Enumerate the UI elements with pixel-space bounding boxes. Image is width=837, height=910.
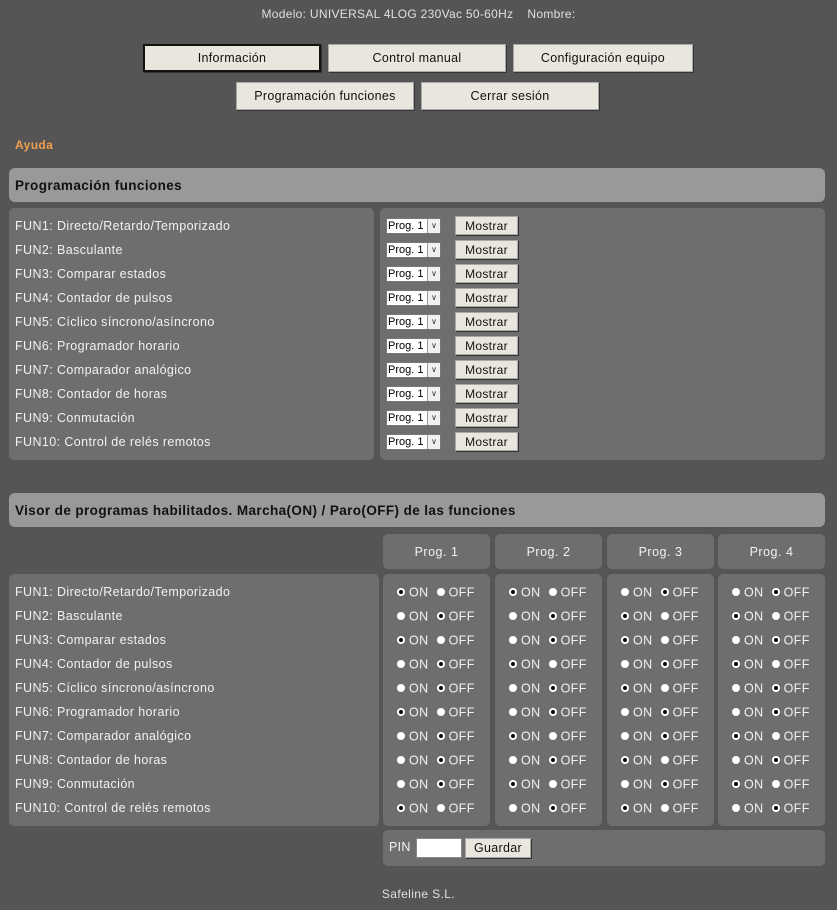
off-radio[interactable] [437, 660, 445, 668]
on-radio[interactable] [397, 756, 405, 764]
on-label: ON [521, 801, 541, 816]
on-label: ON [633, 609, 653, 624]
chevron-down-icon[interactable]: ∨ [427, 219, 440, 233]
program-select-value: Prog. 1 [388, 268, 424, 280]
function-label: FUN2: Basculante [15, 609, 123, 623]
save-button[interactable]: Guardar [465, 838, 531, 858]
off-label: OFF [783, 801, 810, 816]
off-radio[interactable] [549, 708, 557, 716]
off-label: OFF [783, 585, 810, 600]
nav-programacion-funciones-button[interactable]: Programación funciones [236, 82, 414, 110]
on-label: ON [633, 753, 653, 768]
off-radio[interactable] [437, 612, 445, 620]
on-off-radio-group [621, 725, 699, 747]
off-label: OFF [783, 633, 810, 648]
on-label: ON [633, 729, 653, 744]
on-radio[interactable] [397, 684, 405, 692]
off-label: OFF [448, 801, 475, 816]
off-label: OFF [560, 801, 587, 816]
on-off-radio-group [732, 749, 810, 771]
on-off-radio-group [621, 581, 699, 603]
program-column-header: Prog. 4 [718, 534, 825, 569]
show-button[interactable]: Mostrar [455, 216, 518, 235]
off-radio[interactable] [549, 804, 557, 812]
off-label: OFF [448, 777, 475, 792]
on-radio[interactable] [509, 660, 517, 668]
on-radio[interactable] [621, 756, 629, 764]
off-label: OFF [672, 777, 699, 792]
on-radio[interactable] [621, 588, 629, 596]
on-off-radio-group [732, 677, 810, 699]
on-radio[interactable] [732, 732, 740, 740]
off-radio[interactable] [661, 636, 669, 644]
on-label: ON [521, 681, 541, 696]
off-radio[interactable] [661, 756, 669, 764]
off-radio[interactable] [772, 756, 780, 764]
on-off-radio-group [397, 749, 475, 771]
on-off-radio-group [509, 749, 587, 771]
on-radio[interactable] [509, 612, 517, 620]
off-radio[interactable] [661, 708, 669, 716]
on-label: ON [521, 705, 541, 720]
on-label: ON [744, 705, 764, 720]
on-off-radio-group [509, 701, 587, 723]
model-label: Modelo: UNIVERSAL 4LOG 230Vac 50-60Hz [261, 7, 514, 21]
off-radio[interactable] [772, 732, 780, 740]
off-radio[interactable] [772, 588, 780, 596]
on-label: ON [633, 801, 653, 816]
on-radio[interactable] [509, 708, 517, 716]
off-radio[interactable] [661, 804, 669, 812]
on-label: ON [521, 753, 541, 768]
program-select[interactable] [386, 314, 441, 330]
on-radio[interactable] [397, 780, 405, 788]
function-label: FUN4: Contador de pulsos [15, 291, 173, 305]
on-label: ON [744, 657, 764, 672]
nav-cerrar-sesion-button[interactable]: Cerrar sesión [421, 82, 599, 110]
pin-label: PIN [389, 840, 411, 854]
program-select[interactable] [386, 218, 441, 234]
on-label: ON [521, 777, 541, 792]
on-off-radio-group [397, 725, 475, 747]
function-label: FUN9: Conmutación [15, 777, 136, 791]
off-label: OFF [448, 633, 475, 648]
program-column [383, 574, 490, 826]
chevron-down-icon[interactable]: ∨ [427, 267, 440, 281]
on-radio[interactable] [621, 732, 629, 740]
on-off-radio-group [397, 629, 475, 651]
off-label: OFF [672, 609, 699, 624]
on-label: ON [409, 729, 429, 744]
off-radio[interactable] [437, 708, 445, 716]
off-radio[interactable] [549, 756, 557, 764]
program-select-value: Prog. 1 [388, 244, 424, 256]
show-button[interactable]: Mostrar [455, 360, 518, 379]
on-radio[interactable] [621, 612, 629, 620]
on-radio[interactable] [397, 612, 405, 620]
off-label: OFF [448, 729, 475, 744]
program-column-header: Prog. 2 [495, 534, 602, 569]
off-label: OFF [560, 705, 587, 720]
off-radio[interactable] [661, 612, 669, 620]
off-label: OFF [448, 609, 475, 624]
on-radio[interactable] [509, 636, 517, 644]
on-label: ON [744, 609, 764, 624]
chevron-down-icon[interactable]: ∨ [427, 315, 440, 329]
pin-input[interactable] [416, 838, 462, 858]
help-link[interactable]: Ayuda [15, 138, 54, 152]
on-radio[interactable] [732, 636, 740, 644]
chevron-down-icon[interactable]: ∨ [427, 387, 440, 401]
off-radio[interactable] [437, 732, 445, 740]
off-radio[interactable] [549, 636, 557, 644]
on-radio[interactable] [509, 588, 517, 596]
off-label: OFF [783, 729, 810, 744]
program-select[interactable] [386, 410, 441, 426]
on-label: ON [521, 729, 541, 744]
show-button[interactable]: Mostrar [455, 312, 518, 331]
on-radio[interactable] [397, 804, 405, 812]
on-off-radio-group [732, 773, 810, 795]
on-off-radio-group [397, 581, 475, 603]
on-radio[interactable] [509, 756, 517, 764]
off-radio[interactable] [549, 780, 557, 788]
on-off-radio-group [732, 725, 810, 747]
on-off-radio-group [621, 773, 699, 795]
on-label: ON [409, 705, 429, 720]
program-select-value: Prog. 1 [388, 364, 424, 376]
on-off-radio-group [732, 581, 810, 603]
on-off-radio-group [509, 677, 587, 699]
on-radio[interactable] [621, 804, 629, 812]
off-label: OFF [560, 585, 587, 600]
chevron-down-icon[interactable]: ∨ [427, 291, 440, 305]
function-label: FUN8: Contador de horas [15, 753, 168, 767]
show-button[interactable]: Mostrar [455, 432, 518, 451]
on-off-radio-group [621, 605, 699, 627]
program-select-value: Prog. 1 [388, 316, 424, 328]
off-radio[interactable] [437, 804, 445, 812]
on-label: ON [521, 657, 541, 672]
on-label: ON [744, 729, 764, 744]
program-select-value: Prog. 1 [388, 388, 424, 400]
on-label: ON [744, 633, 764, 648]
off-radio[interactable] [772, 636, 780, 644]
function-label: FUN4: Contador de pulsos [15, 657, 173, 671]
show-button[interactable]: Mostrar [455, 264, 518, 283]
off-label: OFF [448, 681, 475, 696]
program-select-value: Prog. 1 [388, 436, 424, 448]
on-label: ON [409, 609, 429, 624]
prog-function-controls-panel [380, 208, 825, 460]
on-off-radio-group [397, 653, 475, 675]
on-off-radio-group [621, 749, 699, 771]
program-column [607, 574, 714, 826]
on-off-radio-group [732, 629, 810, 651]
off-label: OFF [672, 585, 699, 600]
program-select[interactable] [386, 266, 441, 282]
on-label: ON [633, 705, 653, 720]
nav-informacion-button[interactable]: Información [143, 44, 321, 72]
off-radio[interactable] [772, 612, 780, 620]
on-off-radio-group [509, 605, 587, 627]
viewer-function-labels-panel [9, 574, 379, 826]
off-label: OFF [672, 633, 699, 648]
off-label: OFF [672, 801, 699, 816]
on-label: ON [744, 801, 764, 816]
on-off-radio-group [732, 701, 810, 723]
on-off-radio-group [397, 677, 475, 699]
on-radio[interactable] [621, 636, 629, 644]
program-column [495, 574, 602, 826]
nav-configuracion-equipo-button[interactable]: Configuración equipo [513, 44, 693, 72]
chevron-down-icon[interactable]: ∨ [427, 363, 440, 377]
on-label: ON [633, 657, 653, 672]
on-label: ON [409, 585, 429, 600]
off-label: OFF [672, 681, 699, 696]
off-label: OFF [672, 705, 699, 720]
on-radio[interactable] [732, 708, 740, 716]
on-radio[interactable] [397, 588, 405, 596]
on-radio[interactable] [397, 660, 405, 668]
off-label: OFF [560, 777, 587, 792]
function-label: FUN1: Directo/Retardo/Temporizado [15, 219, 231, 233]
on-radio[interactable] [732, 780, 740, 788]
function-label: FUN6: Programador horario [15, 705, 180, 719]
program-select[interactable] [386, 338, 441, 354]
off-radio[interactable] [661, 588, 669, 596]
program-select-value: Prog. 1 [388, 220, 424, 232]
off-radio[interactable] [437, 636, 445, 644]
on-label: ON [744, 585, 764, 600]
off-label: OFF [448, 585, 475, 600]
on-label: ON [744, 777, 764, 792]
off-label: OFF [560, 657, 587, 672]
function-label: FUN1: Directo/Retardo/Temporizado [15, 585, 231, 599]
on-radio[interactable] [509, 684, 517, 692]
on-radio[interactable] [732, 804, 740, 812]
show-button[interactable]: Mostrar [455, 384, 518, 403]
chevron-down-icon[interactable]: ∨ [427, 411, 440, 425]
on-radio[interactable] [621, 708, 629, 716]
off-label: OFF [560, 729, 587, 744]
on-radio[interactable] [732, 588, 740, 596]
off-label: OFF [448, 753, 475, 768]
on-radio[interactable] [509, 732, 517, 740]
off-label: OFF [672, 657, 699, 672]
device-header [0, 7, 837, 21]
on-radio[interactable] [732, 756, 740, 764]
on-label: ON [521, 633, 541, 648]
on-off-radio-group [397, 773, 475, 795]
on-radio[interactable] [397, 708, 405, 716]
function-label: FUN2: Basculante [15, 243, 123, 257]
on-radio[interactable] [621, 684, 629, 692]
off-label: OFF [560, 609, 587, 624]
off-radio[interactable] [772, 780, 780, 788]
off-radio[interactable] [549, 612, 557, 620]
off-label: OFF [560, 681, 587, 696]
on-off-radio-group [397, 605, 475, 627]
off-radio[interactable] [549, 660, 557, 668]
off-label: OFF [672, 729, 699, 744]
program-column-header: Prog. 3 [607, 534, 714, 569]
off-radio[interactable] [437, 756, 445, 764]
on-off-radio-group [509, 653, 587, 675]
on-label: ON [633, 681, 653, 696]
off-radio[interactable] [772, 660, 780, 668]
chevron-down-icon[interactable]: ∨ [427, 243, 440, 257]
show-button[interactable]: Mostrar [455, 288, 518, 307]
on-label: ON [521, 585, 541, 600]
off-label: OFF [783, 681, 810, 696]
chevron-down-icon[interactable]: ∨ [427, 339, 440, 353]
on-off-radio-group [621, 629, 699, 651]
function-label: FUN10: Control de relés remotos [15, 435, 211, 449]
off-label: OFF [783, 609, 810, 624]
on-label: ON [409, 753, 429, 768]
off-radio[interactable] [549, 732, 557, 740]
function-label: FUN3: Comparar estados [15, 267, 167, 281]
on-off-radio-group [509, 629, 587, 651]
show-button[interactable]: Mostrar [455, 240, 518, 259]
on-off-radio-group [621, 677, 699, 699]
program-select[interactable] [386, 434, 441, 450]
off-radio[interactable] [661, 732, 669, 740]
off-radio[interactable] [549, 684, 557, 692]
program-select[interactable] [386, 362, 441, 378]
off-radio[interactable] [772, 684, 780, 692]
on-label: ON [409, 777, 429, 792]
program-column-header: Prog. 1 [383, 534, 490, 569]
off-label: OFF [783, 753, 810, 768]
on-off-radio-group [732, 605, 810, 627]
program-select-value: Prog. 1 [388, 340, 424, 352]
program-select-value: Prog. 1 [388, 292, 424, 304]
function-label: FUN10: Control de relés remotos [15, 801, 211, 815]
program-select[interactable] [386, 386, 441, 402]
program-select-value: Prog. 1 [388, 412, 424, 424]
function-label: FUN5: Cíclico síncrono/asíncrono [15, 315, 215, 329]
on-label: ON [744, 753, 764, 768]
off-label: OFF [783, 705, 810, 720]
on-radio[interactable] [397, 636, 405, 644]
on-label: ON [633, 633, 653, 648]
on-label: ON [744, 681, 764, 696]
prog-function-labels-panel [9, 208, 374, 460]
function-label: FUN3: Comparar estados [15, 633, 167, 647]
off-label: OFF [783, 777, 810, 792]
nav-control-manual-button[interactable]: Control manual [328, 44, 506, 72]
function-label: FUN7: Comparador analógico [15, 363, 192, 377]
off-label: OFF [448, 705, 475, 720]
on-radio[interactable] [397, 732, 405, 740]
footer-company: Safeline S.L. [381, 887, 456, 901]
on-off-radio-group [509, 581, 587, 603]
on-label: ON [409, 801, 429, 816]
program-column [718, 574, 825, 826]
pin-panel [383, 830, 825, 866]
off-radio[interactable] [772, 708, 780, 716]
on-radio[interactable] [509, 804, 517, 812]
on-off-radio-group [621, 701, 699, 723]
program-select[interactable] [386, 290, 441, 306]
viewer-section-title: Visor de programas habilitados. Marcha(ON) / Paro(OFF) de las funciones [9, 493, 825, 527]
on-off-radio-group [509, 773, 587, 795]
off-radio[interactable] [549, 588, 557, 596]
off-label: OFF [672, 753, 699, 768]
chevron-down-icon[interactable]: ∨ [427, 435, 440, 449]
off-radio[interactable] [661, 660, 669, 668]
function-label: FUN8: Contador de horas [15, 387, 168, 401]
on-label: ON [633, 777, 653, 792]
off-label: OFF [783, 657, 810, 672]
function-label: FUN9: Conmutación [15, 411, 136, 425]
on-radio[interactable] [509, 780, 517, 788]
on-off-radio-group [621, 653, 699, 675]
function-label: FUN7: Comparador analógico [15, 729, 192, 743]
on-off-radio-group [621, 797, 699, 819]
off-radio[interactable] [772, 804, 780, 812]
off-radio[interactable] [437, 684, 445, 692]
on-label: ON [409, 657, 429, 672]
show-button[interactable]: Mostrar [455, 408, 518, 427]
program-select[interactable] [386, 242, 441, 258]
off-label: OFF [560, 633, 587, 648]
off-label: OFF [560, 753, 587, 768]
on-off-radio-group [732, 653, 810, 675]
on-radio[interactable] [621, 780, 629, 788]
function-label: FUN5: Cíclico síncrono/asíncrono [15, 681, 215, 695]
on-label: ON [409, 681, 429, 696]
off-label: OFF [448, 657, 475, 672]
off-radio[interactable] [661, 780, 669, 788]
prog-section-title: Programación funciones [9, 168, 825, 202]
off-radio[interactable] [437, 780, 445, 788]
show-button[interactable]: Mostrar [455, 336, 518, 355]
on-off-radio-group [509, 725, 587, 747]
name-label: Nombre: [527, 7, 576, 21]
on-off-radio-group [397, 701, 475, 723]
on-radio[interactable] [732, 684, 740, 692]
on-radio[interactable] [621, 660, 629, 668]
function-label: FUN6: Programador horario [15, 339, 180, 353]
off-radio[interactable] [661, 684, 669, 692]
on-off-radio-group [732, 797, 810, 819]
on-radio[interactable] [732, 660, 740, 668]
on-radio[interactable] [732, 612, 740, 620]
on-label: ON [521, 609, 541, 624]
on-off-radio-group [509, 797, 587, 819]
off-radio[interactable] [437, 588, 445, 596]
on-label: ON [409, 633, 429, 648]
on-label: ON [633, 585, 653, 600]
on-off-radio-group [397, 797, 475, 819]
